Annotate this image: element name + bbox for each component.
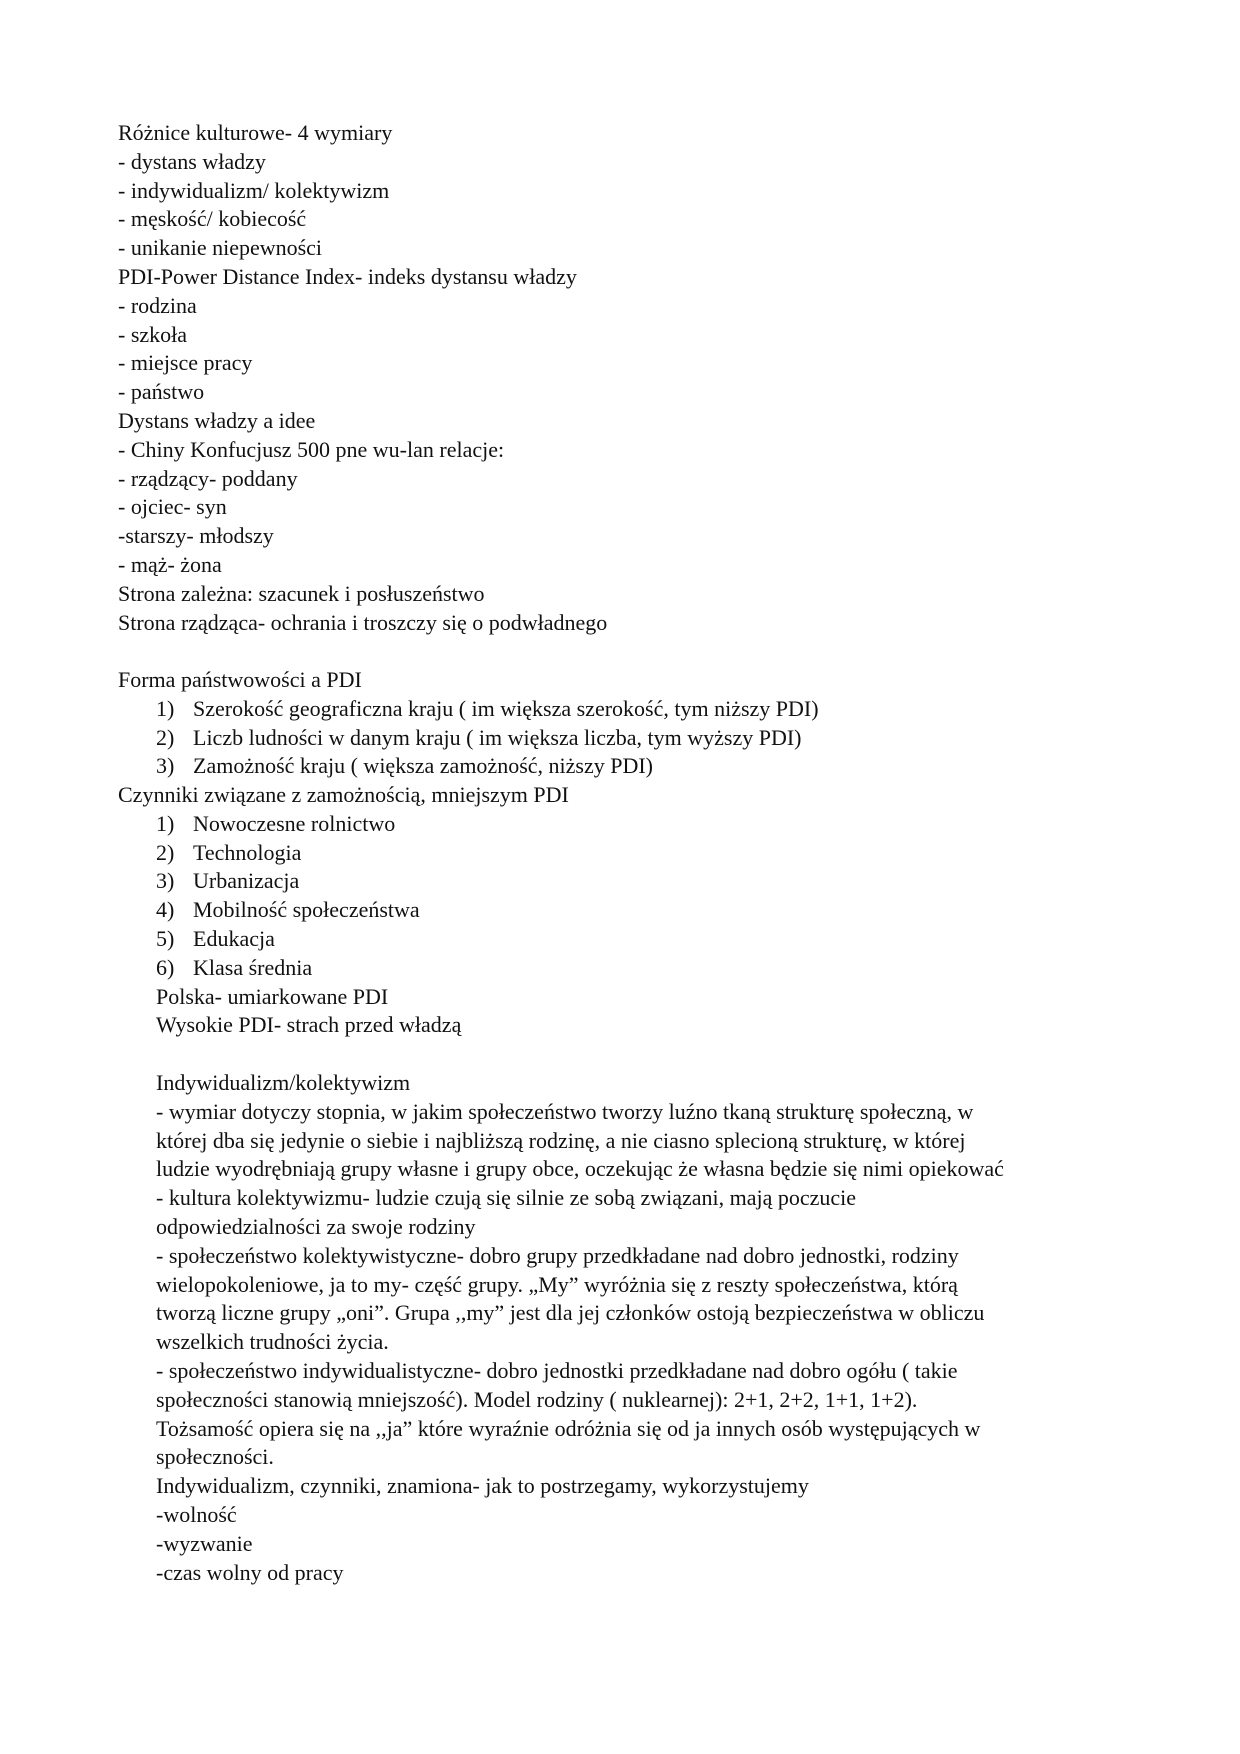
text-line: tworzą liczne grupy „oni”. Grupa ,,my” jest dla jej członków ostoją bezpieczeństwa w obliczu [156, 1300, 985, 1326]
section-heading: Indywidualizm/kolektywizm [156, 1070, 411, 1095]
numbered-item [118, 752, 1138, 781]
item-text: Zamożność kraju ( większa zamożność, niższy PDI) [193, 753, 654, 779]
numbered-item [118, 695, 1138, 724]
item-text: Edukacja [193, 925, 275, 951]
text-line: - społeczeństwo kolektywistyczne- dobro grupy przedkładane nad dobro jednostki, rodziny [156, 1242, 959, 1268]
note-line: Polska- umiarkowane PDI [156, 983, 389, 1009]
item-text: Klasa średnia [193, 954, 313, 980]
text-line: - męskość/ kobiecość [118, 206, 307, 232]
item-number: 1) [156, 810, 175, 836]
text-line: Strona zależna: szacunek i posłuszeństwo [118, 580, 485, 606]
item-number: 3) [156, 753, 175, 779]
numbered-item [118, 810, 1138, 839]
item-text: Nowoczesne rolnictwo [193, 810, 396, 836]
text-line: PDI-Power Distance Index- indeks dystansu władzy [118, 263, 577, 289]
section-heading: Forma państwowości a PDI [118, 667, 362, 692]
text-line: -wolność [156, 1501, 237, 1527]
text-line: -wyzwanie [156, 1530, 253, 1556]
text-line: -czas wolny od pracy [156, 1559, 344, 1585]
text-line: - wymiar dotyczy stopnia, w jakim społeczeństwo tworzy luźno tkaną strukturę społeczną, w [156, 1098, 974, 1124]
section-heading: Czynniki związane z zamożnością, mniejszym PDI [118, 782, 569, 807]
text-line: - dystans władzy [118, 148, 266, 174]
text-line: - ojciec- syn [118, 494, 227, 520]
item-text: Technologia [193, 839, 302, 865]
text-line: - miejsce pracy [118, 350, 253, 376]
text-line: społeczności. [156, 1444, 274, 1470]
text-line: - Chiny Konfucjusz 500 pne wu-lan relacje: [118, 436, 505, 462]
numbered-item [118, 867, 1138, 896]
section-indywidualizm [118, 1069, 1138, 1587]
text-line: - szkoła [118, 321, 188, 347]
note-line: Wysokie PDI- strach przed władzą [156, 1012, 462, 1038]
text-line: - unikanie niepewności [118, 235, 323, 261]
text-line: ludzie wyodrębniają grupy własne i grupy obce, oczekując że własna będzie się nimi opiekować [156, 1156, 1004, 1182]
text-line: odpowiedzialności za swoje rodziny [156, 1213, 476, 1239]
item-number: 2) [156, 839, 175, 865]
numbered-item [118, 724, 1138, 753]
section-forma-panstwowosci [118, 666, 1138, 781]
item-number: 5) [156, 925, 175, 951]
numbered-item [118, 925, 1138, 954]
text-line: - państwo [118, 379, 205, 405]
text-line: której dba się jedynie o siebie i najbliższą rodzinę, a nie ciasno splecioną strukturę, w której [156, 1127, 966, 1153]
text-line: wszelkich trudności życia. [156, 1329, 389, 1355]
text-line: Różnice kulturowe- 4 wymiary [118, 120, 393, 145]
numbered-item [118, 839, 1138, 868]
item-number: 6) [156, 954, 175, 980]
text-line: - rodzina [118, 292, 197, 318]
text-line: Dystans władzy a idee [118, 407, 316, 433]
item-number: 3) [156, 868, 175, 894]
text-line: -starszy- młodszy [118, 523, 274, 549]
text-line: wielopokoleniowe, ja to my- część grupy. „My” wyróżnia się z reszty społeczeństwa, którą [156, 1271, 958, 1297]
text-line: - kultura kolektywizmu- ludzie czują się silnie ze sobą związani, mają poczucie [156, 1185, 857, 1211]
text-line: - mąż- żona [118, 551, 222, 577]
item-text: Szerokość geograficzna kraju ( im większa szerokość, tym niższy PDI) [193, 695, 819, 721]
item-number: 1) [156, 695, 175, 721]
item-number: 4) [156, 897, 175, 923]
item-text: Liczb ludności w danym kraju ( im większa liczba, tym wyższy PDI) [193, 724, 802, 750]
text-line: Strona rządząca- ochrania i troszczy się o podwładnego [118, 609, 608, 635]
text-line: - indywidualizm/ kolektywizm [118, 177, 390, 203]
section-cultural-differences [118, 119, 1138, 637]
text-line: - społeczeństwo indywidualistyczne- dobro jednostki przedkładane nad dobro ogółu ( takie [156, 1357, 958, 1383]
section-czynniki [118, 781, 1138, 1040]
text-line: - rządzący- poddany [118, 465, 298, 491]
text-line: społeczności stanowią mniejszość). Model rodziny ( nuklearnej): 2+1, 2+2, 1+1, 1+2). [156, 1386, 918, 1412]
text-line: Tożsamość opiera się na ,,ja” które wyraźnie odróżnia się od ja innych osób występujących w [156, 1415, 981, 1441]
item-text: Urbanizacja [193, 868, 300, 894]
item-number: 2) [156, 724, 175, 750]
text-line: Indywidualizm, czynniki, znamiona- jak to postrzegamy, wykorzystujemy [156, 1473, 809, 1499]
numbered-item [118, 954, 1138, 983]
item-text: Mobilność społeczeństwa [193, 897, 420, 923]
numbered-item [118, 896, 1138, 925]
